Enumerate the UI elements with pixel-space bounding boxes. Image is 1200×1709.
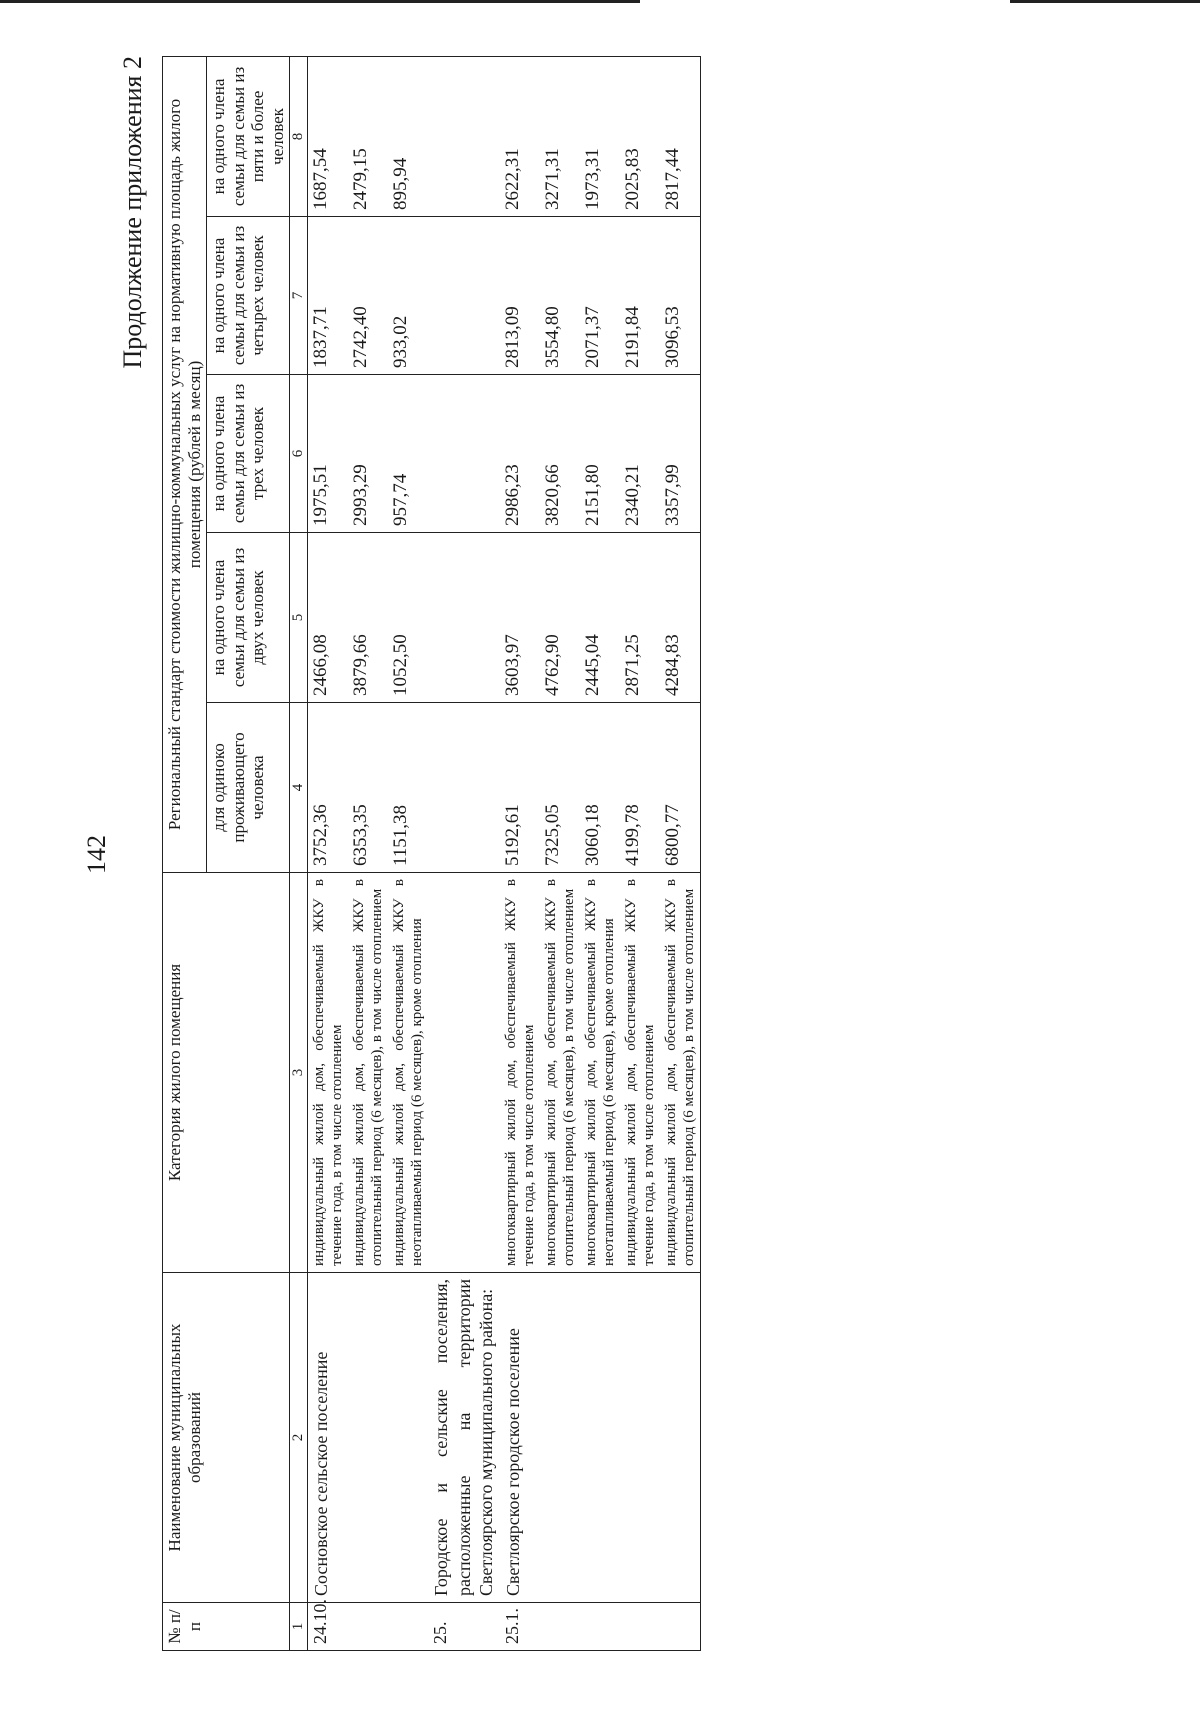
row-number: 25. xyxy=(428,1603,500,1651)
cost-value: 1837,71 xyxy=(308,217,349,375)
cost-value: 3820,66 xyxy=(540,375,580,533)
standards-table xyxy=(162,56,701,1651)
municipality-name: Светлоярское городское поселение xyxy=(500,1273,540,1603)
municipality-name xyxy=(580,1273,620,1603)
table-row xyxy=(540,56,580,1650)
col-number: 3 xyxy=(290,873,308,1273)
cost-value: 3752,36 xyxy=(308,703,349,873)
header-sub-4: на одного члена семьи для семьи из четырех человек xyxy=(207,217,290,375)
cost-value: 2817,44 xyxy=(660,56,701,216)
table-row xyxy=(660,56,701,1650)
cost-value: 7325,05 xyxy=(540,703,580,873)
col-number: 7 xyxy=(290,217,308,375)
cost-value: 2340,21 xyxy=(620,375,660,533)
housing-category: многоквартирный жилой дом, обеспечиваемый ЖКУ в течение года, в том числе отоплением xyxy=(500,873,540,1273)
cost-value: 3554,80 xyxy=(540,217,580,375)
cost-value: 3271,31 xyxy=(540,56,580,216)
housing-category: многоквартирный жилой дом, обеспечиваемый ЖКУ в неотапливаемый период (6 месяцев), кроме отопления xyxy=(580,873,620,1273)
cost-value: 6353,35 xyxy=(348,703,388,873)
cost-value: 4284,83 xyxy=(660,533,701,703)
cost-value: 2871,25 xyxy=(620,533,660,703)
housing-category: индивидуальный жилой дом, обеспечиваемый ЖКУ в течение года, в том числе отоплением xyxy=(620,873,660,1273)
header-category: Категория жилого помещения xyxy=(163,873,290,1273)
header-num: № п/п xyxy=(163,1603,290,1651)
housing-category: индивидуальный жилой дом, обеспечиваемый ЖКУ в отопительный период (6 месяцев), в том числе отоплением xyxy=(660,873,701,1273)
cost-value: 1687,54 xyxy=(308,56,349,216)
header-name: Наименование муниципальных образований xyxy=(163,1273,290,1603)
col-number: 8 xyxy=(290,56,308,216)
cost-value: 2445,04 xyxy=(580,533,620,703)
cost-value: 5192,61 xyxy=(500,703,540,873)
table-row xyxy=(348,56,388,1650)
table-row xyxy=(388,56,428,1650)
col-number: 2 xyxy=(290,1273,308,1603)
cost-value: 1975,51 xyxy=(308,375,349,533)
cost-value: 4762,90 xyxy=(540,533,580,703)
row-number xyxy=(660,1603,701,1651)
row-number: 25.1. xyxy=(500,1603,540,1651)
housing-category xyxy=(428,873,500,1273)
table-row xyxy=(500,56,540,1650)
municipality-name xyxy=(660,1273,701,1603)
header-sub-1: для одиноко проживающего человека xyxy=(207,703,290,873)
municipality-name: Сосновское сельское поселение xyxy=(308,1273,349,1603)
table-row xyxy=(428,56,500,1650)
cost-value: 2479,15 xyxy=(348,56,388,216)
col-number: 6 xyxy=(290,375,308,533)
table-row xyxy=(308,56,349,1650)
cost-value: 2742,40 xyxy=(348,217,388,375)
row-number xyxy=(620,1603,660,1651)
cost-value: 933,02 xyxy=(388,217,428,375)
table-body xyxy=(308,56,701,1650)
municipality-name xyxy=(540,1273,580,1603)
table-row xyxy=(620,56,660,1650)
cost-value xyxy=(428,56,500,216)
cost-value: 2622,31 xyxy=(500,56,540,216)
header-sub-3: на одного члена семьи для семьи из трех человек xyxy=(207,375,290,533)
row-number xyxy=(348,1603,388,1651)
cost-value: 2191,84 xyxy=(620,217,660,375)
col-number: 1 xyxy=(290,1603,308,1651)
housing-category: многоквартирный жилой дом, обеспечиваемый ЖКУ в отопительный период (6 месяцев), в том числе отоплением xyxy=(540,873,580,1273)
housing-category: индивидуальный жилой дом, обеспечиваемый ЖКУ в неотапливаемый период (6 месяцев), кроме отопления xyxy=(388,873,428,1273)
row-number xyxy=(540,1603,580,1651)
cost-value: 2993,29 xyxy=(348,375,388,533)
cost-value: 3879,66 xyxy=(348,533,388,703)
cost-value: 1973,31 xyxy=(580,56,620,216)
table-row xyxy=(580,56,620,1650)
row-number xyxy=(580,1603,620,1651)
header-standard: Региональный стандарт стоимости жилищно-коммунальных услуг на нормативную площадь жилого помещения (рублей в месяц) xyxy=(163,56,207,872)
header-sub-5: на одного члена семьи для семьи из пяти и более человек xyxy=(207,56,290,216)
header-sub-2: на одного члена семьи для семьи из двух человек xyxy=(207,533,290,703)
municipality-name xyxy=(388,1273,428,1603)
cost-value: 3096,53 xyxy=(660,217,701,375)
cost-value: 3060,18 xyxy=(580,703,620,873)
col-number: 4 xyxy=(290,703,308,873)
cost-value xyxy=(428,375,500,533)
cost-value: 1052,50 xyxy=(388,533,428,703)
cost-value: 957,74 xyxy=(388,375,428,533)
cost-value xyxy=(428,217,500,375)
housing-category: индивидуальный жилой дом, обеспечиваемый ЖКУ в течение года, в том числе отоплением xyxy=(308,873,349,1273)
page-number: 142 xyxy=(82,835,111,874)
continuation-title: Продолжение приложения 2 xyxy=(118,56,147,369)
cost-value: 3357,99 xyxy=(660,375,701,533)
cost-value: 4199,78 xyxy=(620,703,660,873)
row-number: 24.10. xyxy=(308,1603,349,1651)
cost-value: 3603,97 xyxy=(500,533,540,703)
cost-value: 6800,77 xyxy=(660,703,701,873)
cost-value: 895,94 xyxy=(388,56,428,216)
cost-value xyxy=(428,703,500,873)
housing-category: индивидуальный жилой дом, обеспечиваемый ЖКУ в отопительный период (6 месяцев), в том числе отоплением xyxy=(348,873,388,1273)
cost-value: 1151,38 xyxy=(388,703,428,873)
column-numbers-row xyxy=(290,56,308,1650)
cost-value: 2813,09 xyxy=(500,217,540,375)
municipality-name xyxy=(348,1273,388,1603)
cost-value: 2466,08 xyxy=(308,533,349,703)
cost-value: 2071,37 xyxy=(580,217,620,375)
cost-value: 2025,83 xyxy=(620,56,660,216)
cost-value: 2151,80 xyxy=(580,375,620,533)
row-number xyxy=(388,1603,428,1651)
municipality-name: Городское и сельские поселения, расположенные на территории Светлоярского муниципального района: xyxy=(428,1273,500,1603)
cost-value xyxy=(428,533,500,703)
municipality-name xyxy=(620,1273,660,1603)
col-number: 5 xyxy=(290,533,308,703)
cost-value: 2986,23 xyxy=(500,375,540,533)
